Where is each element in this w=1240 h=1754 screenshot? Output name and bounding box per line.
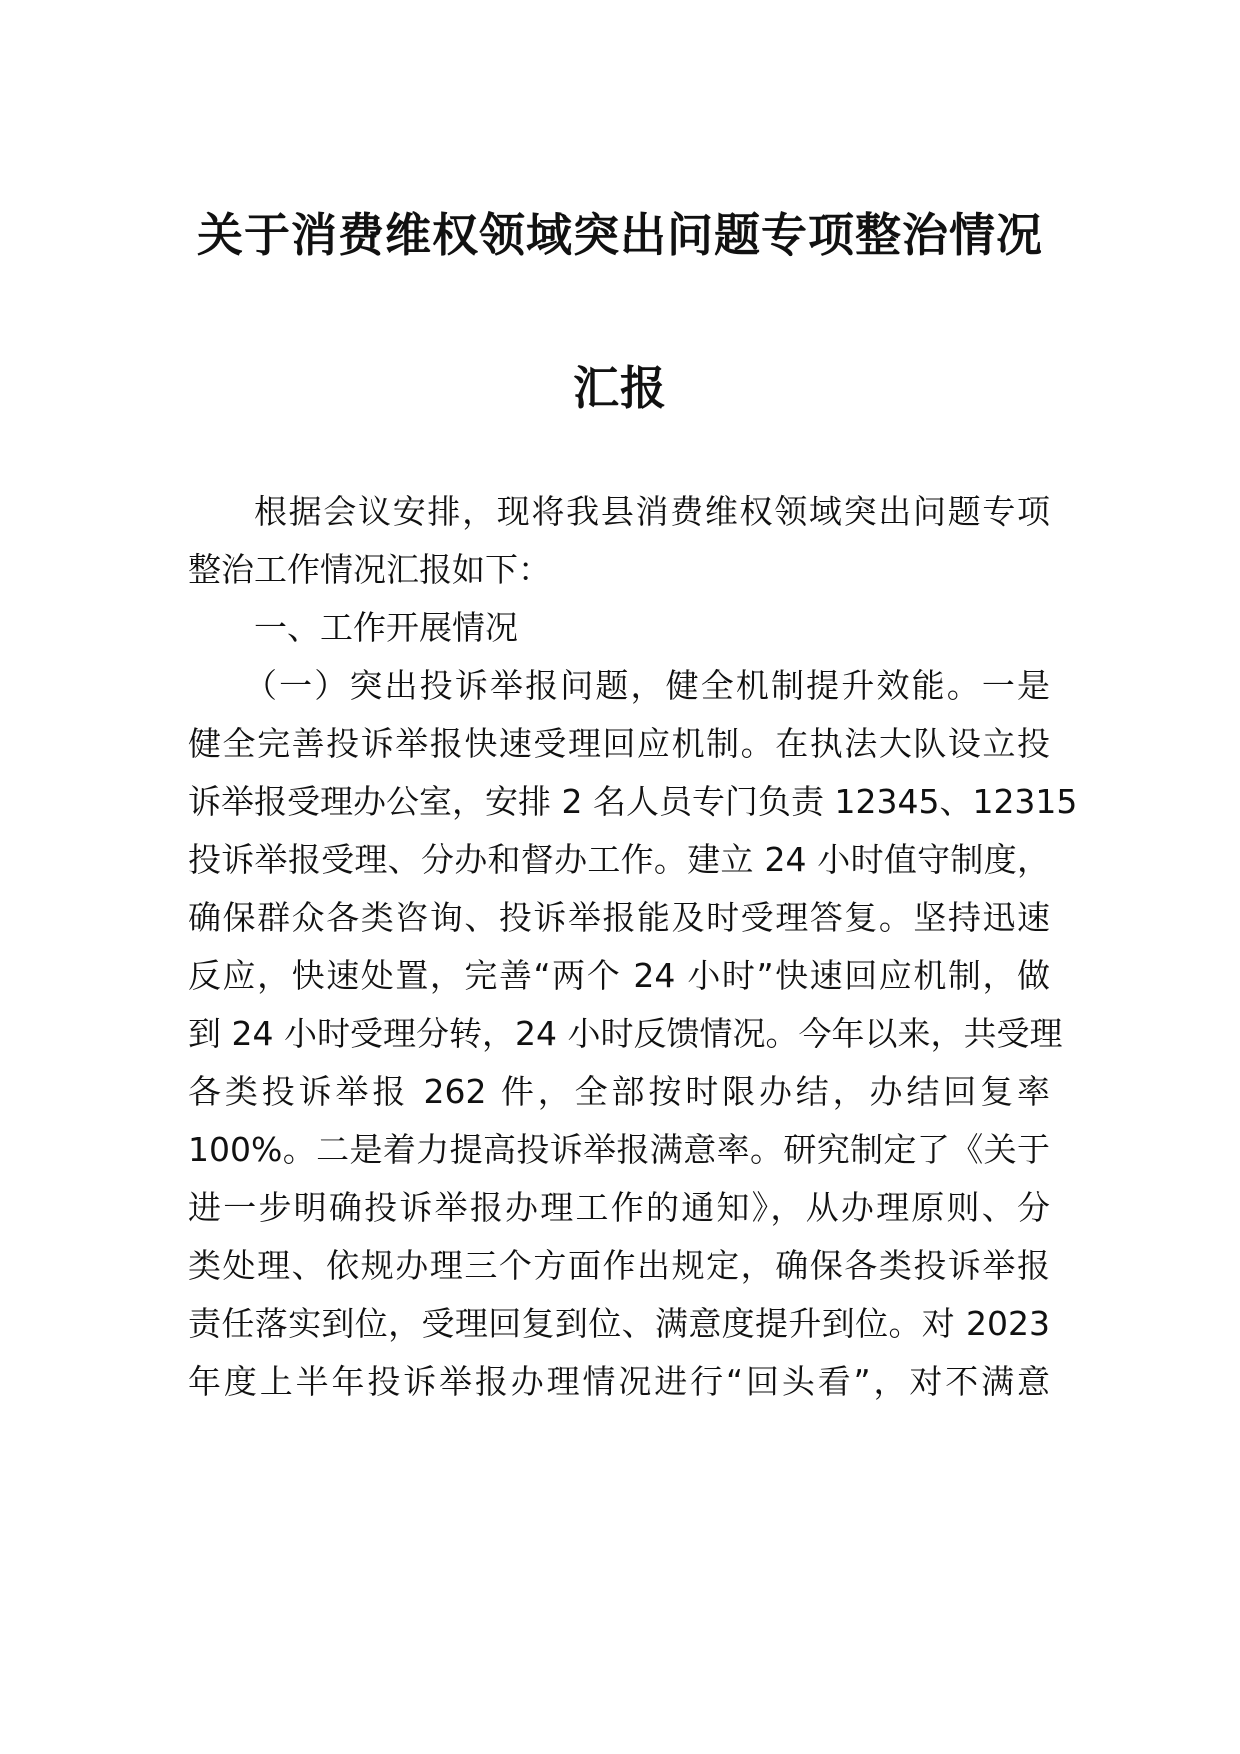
body-line-2: 整治工作情况汇报如下： <box>188 550 551 589</box>
body-line-11: 各类投诉举报 262 件，全部按时限办结，办结回复率 <box>188 1072 1050 1111</box>
body-line-9: 反应，快速处置，完善“两个 24 小时”快速回应机制，做 <box>188 956 1050 995</box>
body-line-1: 根据会议安排，现将我县消费维权领域突出问题专项 <box>254 492 1050 531</box>
body-line-7: 投诉举报受理、分办和督办工作。建立 24 小时值守制度， <box>188 840 1050 879</box>
body-line-15: 责任落实到位，受理回复到位、满意度提升到位。对 2023 <box>188 1304 1050 1343</box>
section-heading: 一、工作开展情况 <box>254 608 518 647</box>
body-line-8: 确保群众各类咨询、投诉举报能及时受理答复。坚持迅速 <box>188 898 1050 937</box>
body-line-10: 到 24 小时受理分转，24 小时反馈情况。今年以来，共受理 <box>188 1014 1063 1053</box>
document-title-line-2: 汇报 <box>573 361 667 415</box>
body-line-14: 类处理、依规办理三个方面作出规定，确保各类投诉举报 <box>188 1246 1050 1285</box>
body-line-5: 健全完善投诉举报快速受理回应机制。在执法大队设立投 <box>188 724 1050 763</box>
body-line-16: 年度上半年投诉举报办理情况进行“回头看”，对不满意 <box>188 1362 1050 1401</box>
body-line-12: 100%。二是着力提高投诉举报满意率。研究制定了《关于 <box>188 1130 1050 1169</box>
body-line-6: 诉举报受理办公室，安排 2 名人员专门负责 12345、12315 <box>188 782 1078 821</box>
body-line-13: 进一步明确投诉举报办理工作的通知》，从办理原则、分 <box>188 1188 1050 1227</box>
document-title-line-1: 关于消费维权领域突出问题专项整治情况 <box>197 208 1043 262</box>
body-line-4: （一）突出投诉举报问题，健全机制提升效能。一是 <box>244 666 1050 705</box>
